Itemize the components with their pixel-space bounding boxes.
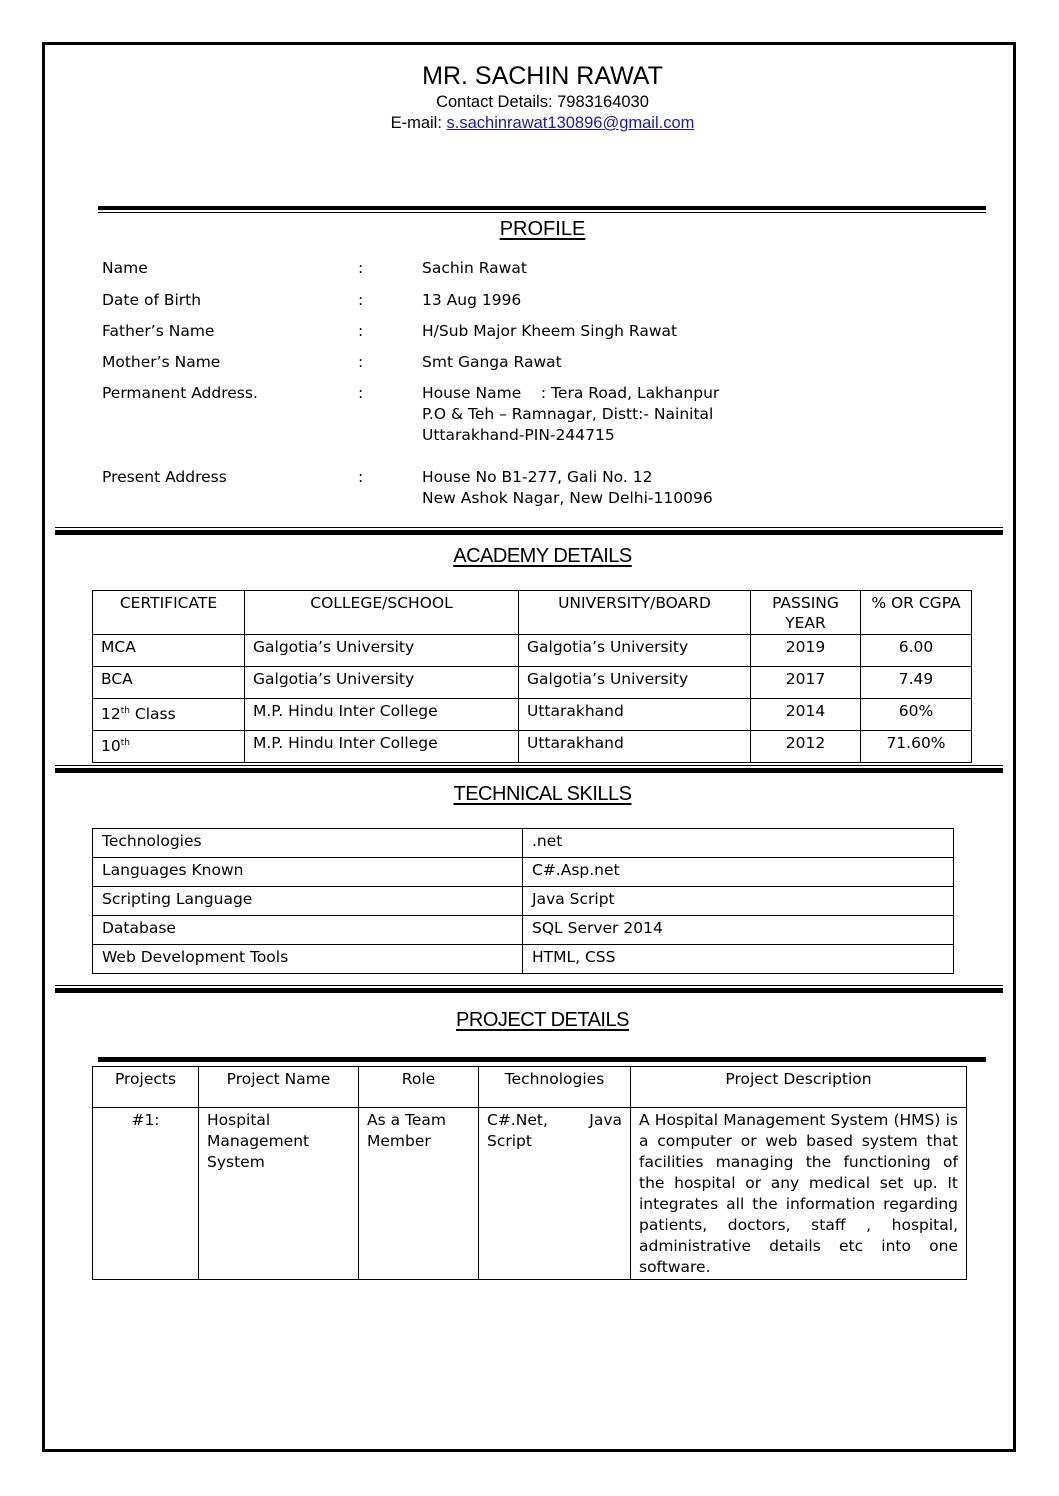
skill-label: Scripting Language xyxy=(93,887,523,916)
table-top-rule xyxy=(98,1057,986,1062)
project-description: A Hospital Management System (HMS) is a computer or web based system that facilities managing the functioning of the hospital or any medical set up. It integrates all the information regarding patients, doctors, staff , hospital, administrative details etc into one software. xyxy=(631,1108,967,1280)
section-divider-thin xyxy=(98,212,986,213)
score-cell: 71.60% xyxy=(861,731,972,763)
email-label: E-mail: xyxy=(390,114,447,132)
project-role: As a Team Member xyxy=(359,1108,479,1280)
table-row xyxy=(93,916,954,945)
board-cell: Galgotia’s University xyxy=(519,635,751,667)
table-row xyxy=(93,858,954,887)
skill-value: .net xyxy=(523,829,954,858)
profile-value: House Name : Tera Road, Lakhanpur xyxy=(422,384,720,402)
profile-colon: : xyxy=(358,322,364,340)
profile-value: Smt Ganga Rawat xyxy=(422,353,562,371)
section-divider xyxy=(55,530,1003,535)
column-header: Role xyxy=(359,1067,479,1108)
column-header: COLLEGE/SCHOOL xyxy=(245,591,519,635)
certificate-number: 12 xyxy=(101,705,121,723)
section-divider-thin xyxy=(55,985,1003,986)
table-row xyxy=(93,945,954,974)
profile-value: Sachin Rawat xyxy=(422,259,527,277)
column-header: Project Description xyxy=(631,1067,967,1108)
email-link[interactable]: s.sachinrawat130896@gmail.com xyxy=(446,114,695,132)
skill-value: SQL Server 2014 xyxy=(523,916,954,945)
year-cell: 2012 xyxy=(751,731,861,763)
section-divider xyxy=(55,988,1003,993)
profile-colon: : xyxy=(358,259,364,277)
column-header: % OR CGPA xyxy=(861,591,972,635)
profile-label: Name xyxy=(102,259,148,277)
profile-value: House No B1-277, Gali No. 12 xyxy=(422,468,653,486)
certificate-cell: MCA xyxy=(93,635,245,667)
table-row xyxy=(93,1108,967,1280)
profile-value: New Ashok Nagar, New Delhi-110096 xyxy=(422,489,713,507)
college-cell: Galgotia’s University xyxy=(245,667,519,699)
skill-label: Web Development Tools xyxy=(93,945,523,974)
year-cell: 2019 xyxy=(751,635,861,667)
certificate-suffix: Class xyxy=(129,705,176,723)
section-divider-thin xyxy=(55,765,1003,766)
year-cell: 2017 xyxy=(751,667,861,699)
column-header: Project Name xyxy=(199,1067,359,1108)
profile-title: PROFILE xyxy=(499,218,586,240)
table-row xyxy=(93,667,972,699)
table-row xyxy=(93,829,954,858)
college-cell: Galgotia’s University xyxy=(245,635,519,667)
profile-value: Uttarakhand-PIN-244715 xyxy=(422,426,615,444)
table-row xyxy=(93,635,972,667)
skill-value: Java Script xyxy=(523,887,954,916)
project-number: #1: xyxy=(93,1108,199,1280)
contact-details: Contact Details: 7983164030 xyxy=(436,93,649,111)
certificate-number: 10 xyxy=(101,737,121,755)
column-header: PASSING YEAR xyxy=(751,591,861,635)
skill-label: Languages Known xyxy=(93,858,523,887)
profile-value: H/Sub Major Kheem Singh Rawat xyxy=(422,322,678,340)
certificate-cell: BCA xyxy=(93,667,245,699)
projects-table xyxy=(92,1066,967,1280)
candidate-name: MR. SACHIN RAWAT xyxy=(422,62,663,90)
board-cell: Uttarakhand xyxy=(519,699,751,731)
column-header: CERTIFICATE xyxy=(93,591,245,635)
table-header-row xyxy=(93,1067,967,1108)
section-divider xyxy=(98,206,986,210)
section-divider-thin xyxy=(55,527,1003,528)
section-divider xyxy=(55,768,1003,773)
skill-value: C#.Asp.net xyxy=(523,858,954,887)
board-cell: Uttarakhand xyxy=(519,731,751,763)
certificate-cell xyxy=(93,731,245,763)
projects-title: PROJECT DETAILS xyxy=(456,1009,629,1031)
table-row xyxy=(93,887,954,916)
certificate-cell xyxy=(93,699,245,731)
profile-colon: : xyxy=(358,384,364,402)
score-cell: 60% xyxy=(861,699,972,731)
profile-colon: : xyxy=(358,353,364,371)
score-cell: 6.00 xyxy=(861,635,972,667)
profile-label: Father’s Name xyxy=(102,322,215,340)
table-row xyxy=(93,731,972,763)
table-row xyxy=(93,699,972,731)
board-cell: Galgotia’s University xyxy=(519,667,751,699)
score-cell: 7.49 xyxy=(861,667,972,699)
ordinal-suffix: th xyxy=(120,738,130,748)
profile-label: Date of Birth xyxy=(102,291,202,309)
year-cell: 2014 xyxy=(751,699,861,731)
skill-label: Database xyxy=(93,916,523,945)
table-header-row xyxy=(93,591,972,635)
profile-label: Present Address xyxy=(102,468,227,486)
profile-value: 13 Aug 1996 xyxy=(422,291,522,309)
skills-title: TECHNICAL SKILLS xyxy=(453,783,632,805)
project-name: Hospital Management System xyxy=(199,1108,359,1280)
college-cell: M.P. Hindu Inter College xyxy=(245,731,519,763)
project-technologies: C#.Net, Java Script xyxy=(479,1108,631,1280)
profile-label: Permanent Address. xyxy=(102,384,258,402)
skills-table xyxy=(92,828,954,974)
skill-value: HTML, CSS xyxy=(523,945,954,974)
skill-label: Technologies xyxy=(93,829,523,858)
profile-label: Mother’s Name xyxy=(102,353,221,371)
profile-value: P.O & Teh – Ramnagar, Distt:- Nainital xyxy=(422,405,714,423)
profile-colon: : xyxy=(358,468,364,486)
column-header: Technologies xyxy=(479,1067,631,1108)
profile-colon: : xyxy=(358,291,364,309)
column-header: Projects xyxy=(93,1067,199,1108)
column-header: UNIVERSITY/BOARD xyxy=(519,591,751,635)
academy-title: ACADEMY DETAILS xyxy=(453,545,632,567)
ordinal-suffix: th xyxy=(120,706,130,716)
college-cell: M.P. Hindu Inter College xyxy=(245,699,519,731)
email-line xyxy=(0,114,1059,133)
academy-table xyxy=(92,590,972,763)
